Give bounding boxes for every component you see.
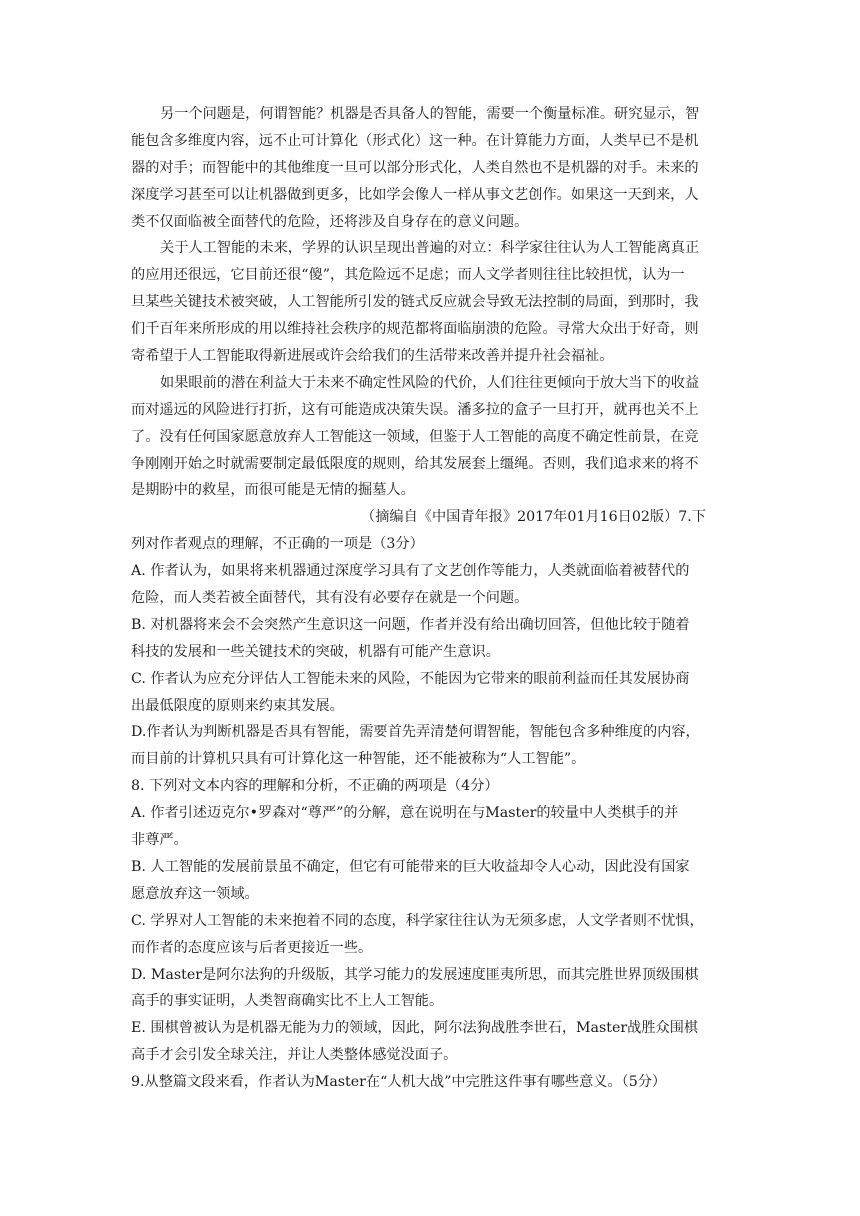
- option-line: C. 作者认为应充分评估人工智能未来的风险，不能因为它带来的眼前利益而任其发展协商: [131, 670, 690, 687]
- option-line: 高手的事实证明，人类智商确实比不上人工智能。: [131, 993, 444, 1010]
- question-line: 9.从整篇文段来看，作者认为Master在“人机大战”中完胜这件事有哪些意义。（5分）: [131, 1074, 667, 1091]
- text-line: 深度学习甚至可以让机器做到更多，比如学会像人一样从事文艺创作。如果这一天到来，人: [131, 186, 699, 203]
- question-line: 列对作者观点的理解，不正确的一项是（3分）: [131, 536, 424, 553]
- option-line: 非尊严。: [131, 832, 188, 849]
- text-line: 类不仅面临被全面替代的危险，还将涉及自身存在的意义问题。: [131, 213, 529, 230]
- paragraph-intelligence: [131, 101, 731, 235]
- text-line: 关于人工智能的未来，学界的认识呈现出普遍的对立：科学家往往认为人工智能离真正: [160, 240, 700, 257]
- text-line: 寄希望于人工智能取得新进展或许会给我们的生活带来改善并提升社会福祉。: [131, 348, 614, 365]
- option-line: 高手才会引发全球关注，并让人类整体感觉没面子。: [131, 1047, 458, 1064]
- text-line: 而对遥远的风险进行打折，这有可能造成决策失误。潘多拉的盒子一旦打开，就再也关不上: [131, 401, 699, 418]
- source-citation: （摘编自《中国青年报》2017年01月16日02版）7.下: [361, 509, 706, 526]
- option-line: A. 作者认为，如果将来机器通过深度学习具有了文艺创作等能力，人类就面临着被替代的: [131, 563, 690, 580]
- paragraph-risk: [131, 370, 731, 504]
- text-line: 能包含多维度内容，远不止可计算化（形式化）这一种。在计算能力方面，人类早已不是机: [131, 132, 699, 149]
- questions-section: [131, 531, 731, 1096]
- option-line: D. Master是阿尔法狗的升级版，其学习能力的发展速度匪夷所思，而其完胜世界顶级围棋: [131, 966, 699, 983]
- text-line: 器的对手；而智能中的其他维度一旦可以部分形式化，人类自然也不是机器的对手。未来的: [131, 159, 699, 176]
- question-line: 8. 下列对文本内容的理解和分析，不正确的两项是（4分）: [131, 778, 499, 795]
- option-line: 而目前的计算机只具有可计算化这一种智能，还不能被称为“人工智能”。: [131, 751, 586, 768]
- document-page: [131, 101, 731, 1096]
- paragraph-future: [131, 235, 731, 369]
- text-line: 们千百年来所形成的用以维持社会秩序的规范都将面临崩溃的危险。寻常大众出于好奇，则: [131, 321, 699, 338]
- option-line: 愿意放弃这一领域。: [131, 885, 259, 902]
- text-line: 旦某些关键技术被突破，人工智能所引发的链式反应就会导致无法控制的局面，到那时，我: [131, 294, 699, 311]
- option-line: 科技的发展和一些关键技术的突破，机器有可能产生意识。: [131, 643, 500, 660]
- option-line: 出最低限度的原则来约束其发展。: [131, 697, 344, 714]
- option-line: E. 围棋曾被认为是机器无能为力的领域，因此，阿尔法狗战胜李世石，Master战胜众围棋: [131, 1020, 699, 1037]
- option-line: D.作者认为判断机器是否具有智能，需要首先弄清楚何谓智能，智能包含多种维度的内容，: [131, 724, 700, 741]
- text-line: 另一个问题是，何谓智能？机器是否具备人的智能，需要一个衡量标准。研究显示，智: [160, 106, 700, 122]
- option-line: C. 学界对人工智能的未来抱着不同的态度，科学家往往认为无须多虑，人文学者则不忧惧，: [131, 912, 704, 929]
- text-line: 是期盼中的救星，而很可能是无情的掘墓人。: [131, 482, 415, 499]
- text-line: 了。没有任何国家愿意放弃人工智能这一领域，但鉴于人工智能的高度不确定性前景，在竞: [131, 428, 699, 445]
- option-line: B. 对机器将来会不会突然产生意识这一问题，作者并没有给出确切回答，但他比较于随着: [131, 616, 690, 633]
- option-line: 而作者的态度应该与后者更接近一些。: [131, 939, 373, 956]
- option-line: A. 作者引述迈克尔•罗森对“尊严”的分解，意在说明在与Master的较量中人类棋手的并: [131, 805, 679, 822]
- option-line: B. 人工智能的发展前景虽不确定，但它有可能带来的巨大收益却令人心动，因此没有国家: [131, 858, 690, 875]
- option-line: 危险，而人类若被全面替代，其有没有必要存在就是一个问题。: [131, 590, 529, 607]
- text-line: 的应用还很远，它目前还很“傻”，其危险远不足虑；而人文学者则往往比较担忧，认为一: [131, 267, 685, 284]
- text-line: 争刚刚开始之时就需要制定最低限度的规则，给其发展套上缰绳。否则，我们追求来的将不: [131, 455, 699, 472]
- text-line: 如果眼前的潜在利益大于未来不确定性风险的代价，人们往往更倾向于放大当下的收益: [160, 374, 700, 391]
